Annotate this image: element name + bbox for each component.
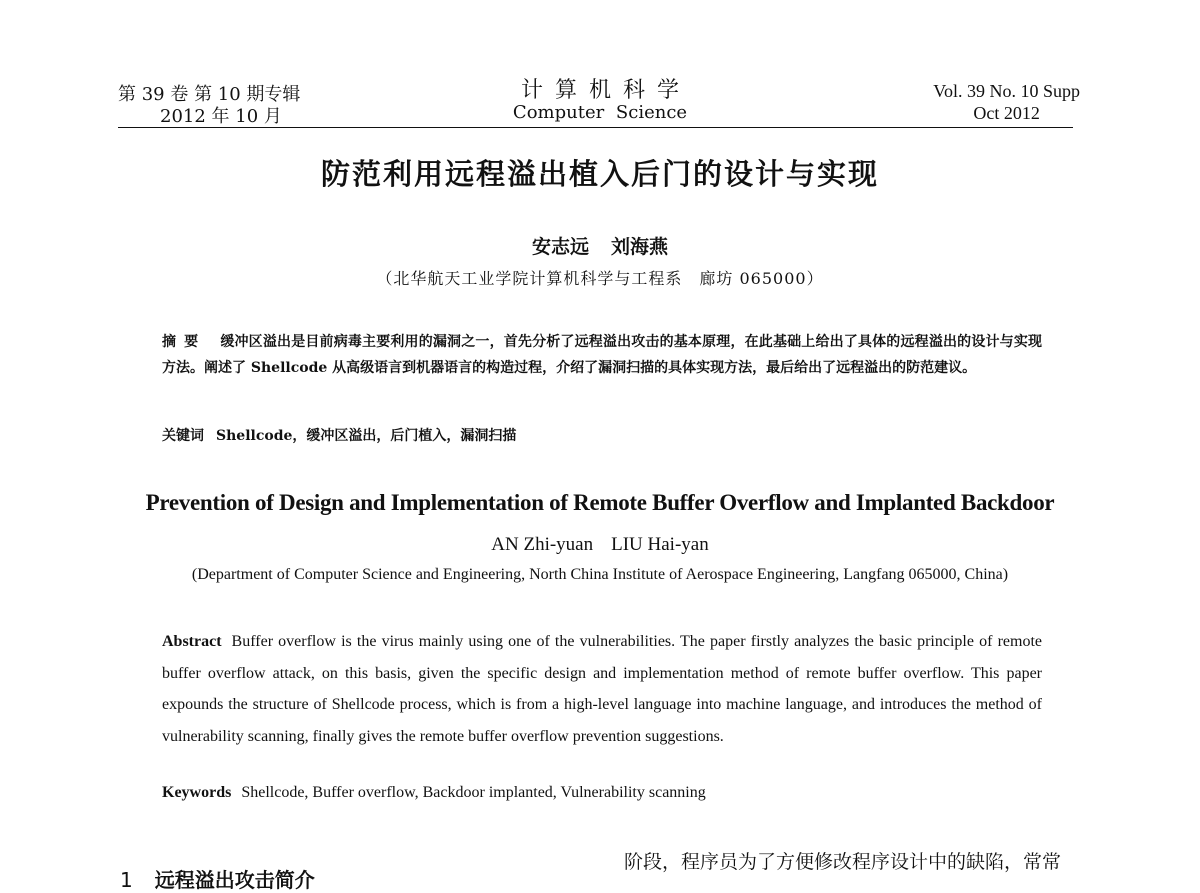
section-title: 远程溢出攻击简介 bbox=[154, 868, 315, 892]
journal-volume-info-en bbox=[933, 80, 1080, 124]
keywords-cn-text: Shellcode，缓冲区溢出，后门植入，漏洞扫描 bbox=[216, 428, 517, 444]
authors-cn bbox=[0, 232, 1200, 259]
volume-issue-en: Vol. 39 No. 10 Supp bbox=[933, 81, 1080, 101]
affiliation-en: (Department of Computer Science and Engineering, North China Institute of Aerospace Engineering, Langfang 065000, China) bbox=[191, 566, 1009, 583]
author-en-2: LIU Hai-yan bbox=[611, 534, 709, 555]
volume-issue: 第 39 卷 第 10 期专辑 bbox=[118, 84, 301, 105]
author-cn-1: 安志远 bbox=[531, 236, 589, 258]
abstract-en bbox=[162, 626, 1042, 752]
section-heading bbox=[120, 864, 315, 893]
journal-name-cn: 计算机科学 bbox=[520, 78, 691, 103]
section-number: 1 bbox=[120, 868, 133, 892]
journal-name-en: Computer Science bbox=[512, 102, 688, 123]
paper-title-cn: 防范利用远程溢出植入后门的设计与实现 bbox=[320, 157, 879, 191]
abstract-cn bbox=[162, 329, 1042, 381]
abstract-en-label: Abstract bbox=[162, 633, 222, 650]
keywords-en bbox=[162, 784, 706, 802]
keywords-en-text: Shellcode, Buffer overflow, Backdoor implanted, Vulnerability scanning bbox=[241, 784, 706, 801]
keywords-cn-label: 关键词 bbox=[162, 428, 204, 444]
publication-date-cn: 2012 年 10 月 bbox=[160, 106, 282, 127]
keywords-cn bbox=[162, 425, 516, 445]
abstract-cn-label: 摘要 bbox=[162, 334, 207, 350]
header-rule bbox=[118, 127, 1073, 128]
affiliation-cn: （北华航天工业学院计算机科学与工程系 廊坊 065000） bbox=[376, 269, 824, 288]
keywords-en-label: Keywords bbox=[162, 784, 232, 801]
body-text-right-column: 阶段，程序员为了方便修改程序设计中的缺陷，常常 bbox=[624, 851, 1062, 873]
abstract-en-text: Buffer overflow is the virus mainly using one of the vulnerabilities. The paper firstly analyzes the basic principle of remote buffer overflow attack, on this basis, given the specific design and implementation method of remote buffer overflow. This paper expounds the structure of Shellcode process, which is from a high-level language into machine language, and introduces the method of vulnerability scanning, finally gives the remote buffer overflow prevention suggestions. bbox=[162, 633, 1042, 745]
author-en-1: AN Zhi-yuan bbox=[491, 534, 594, 555]
abstract-cn-text: 缓冲区溢出是目前病毒主要利用的漏洞之一，首先分析了远程溢出攻击的基本原理，在此基础上给出了具体的远程溢出的设计与实现方法。阐述了 Shellcode 从高级语言到机器语言的构造过程，介绍了漏洞扫描的具体实现方法，最后给出了远程溢出的防范建议。 bbox=[162, 334, 1043, 376]
author-cn-2: 刘海燕 bbox=[611, 236, 669, 258]
authors-en bbox=[0, 534, 1200, 556]
paper-title-en: Prevention of Design and Implementation of Remote Buffer Overflow and Implanted Backdoor bbox=[145, 490, 1055, 515]
publication-date-en: Oct 2012 bbox=[973, 103, 1040, 123]
